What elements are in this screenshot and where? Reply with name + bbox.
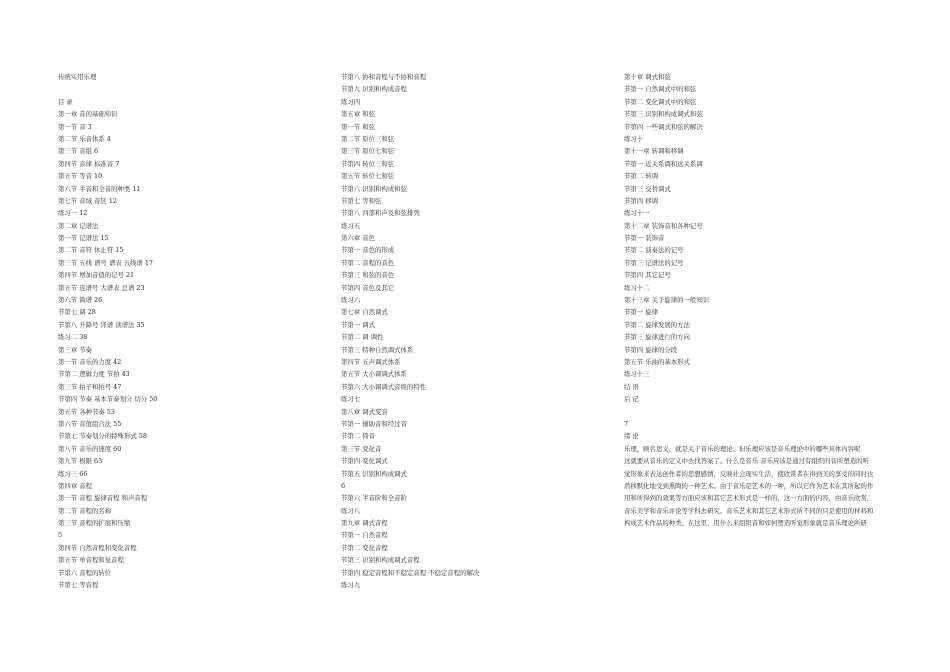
text-line: 第六章 音色: [341, 234, 375, 243]
toc-column-2: [341, 71, 606, 591]
text-line: 节第六 识别和构成和弦: [341, 184, 407, 193]
text-line: 节第四 其它记号: [624, 271, 671, 280]
text-line: 构成艺术作品的种类。在这里，用什么来组织音和如何塑造听觉形象就是音乐理论所研: [624, 519, 867, 528]
text-line: 练习十二: [624, 283, 650, 292]
text-line: 节第四 移调: [624, 196, 658, 205]
text-line: 节第四 一些调式和弦的解决: [624, 122, 703, 131]
text-line: 第一节 和弦: [341, 122, 375, 131]
text-line: 第九节 极限 63: [58, 457, 103, 466]
text-line: 第四章 音程: [58, 481, 92, 490]
text-line: 节第六 音程的转位: [58, 568, 112, 577]
text-line: 节第八 协和音程与不协和音程: [341, 73, 427, 81]
text-line: 7: [624, 419, 629, 428]
text-line: 节第二 变化调式中的和弦: [624, 97, 697, 106]
text-line: 节第二 变化音程: [341, 543, 388, 552]
text-line: 第二节 音符 休止符 15: [58, 246, 124, 255]
text-line: 节第三 旋律进行的方向: [624, 333, 690, 342]
text-line: 第七节 音域 音区 12: [58, 196, 117, 205]
text-line: 练习十三: [624, 370, 650, 379]
text-line: 第三节 原位七和弦: [341, 147, 395, 156]
text-line: 结 语: [624, 382, 639, 391]
text-line: 练习一 12: [58, 209, 88, 218]
text-line: 节第一 音色的形成: [341, 246, 395, 255]
text-line: 练习三 66: [58, 469, 88, 478]
text-line: 节第三 记谱法的记号: [624, 258, 684, 267]
text-line: 第一节 音 3: [58, 122, 92, 131]
text-line: 绪 论: [624, 432, 639, 441]
text-line: 节第七 节奏划分的特殊形式 58: [58, 432, 147, 441]
text-line: 节第六 大小调调式音级的特性: [341, 382, 427, 391]
text-line: 节第二 转调: [624, 172, 658, 181]
text-line: 节第一 装饰音: [624, 234, 665, 243]
text-line: 第五节 等音 10: [58, 172, 103, 181]
text-line: 节第一 自然调式中的和弦: [624, 85, 697, 94]
text-line: 节第四 音色及其它: [341, 283, 395, 292]
text-line: 节第一 旋律: [624, 308, 658, 317]
text-line: 练习四: [341, 97, 361, 106]
text-line: 第十三章 关于旋律的一般知识: [624, 296, 710, 305]
text-line: 节第六 半音阶和全音阶: [341, 494, 407, 503]
text-line: 第三章 节奏: [58, 345, 92, 354]
text-line: 第八节 音乐的速度 60: [58, 444, 122, 453]
text-line: 第八章 调式变音: [341, 407, 388, 416]
toc-column-3: [624, 71, 904, 529]
text-line: 第五章 和弦: [341, 110, 375, 119]
text-line: 练习九: [341, 581, 361, 590]
text-line: 第一章 音的基础知识: [58, 110, 118, 119]
text-line: 节第八 四部和声及和弦排列: [341, 209, 420, 218]
text-line: 5: [58, 531, 63, 540]
text-line: 第十一章 转调和移调: [624, 147, 684, 156]
text-line: 练习二 38: [58, 333, 88, 342]
text-line: 节第一 辅助音和经过音: [341, 419, 407, 428]
text-line: 练习六: [341, 296, 361, 305]
text-line: 第二节 乐音体系 4: [58, 134, 111, 143]
text-line: 节第七 等音程: [58, 581, 99, 590]
text-line: 节第二 倚音: [341, 432, 375, 441]
text-line: 练习十一: [624, 209, 650, 218]
text-line: 节第四 稳定音程和不稳定音程 不稳定音程的解决: [341, 568, 480, 577]
text-line: 第一节 音程 旋律音程 和声音程: [58, 494, 148, 503]
text-line: 第五节 连谱号 大谱表 总谱 23: [58, 283, 145, 292]
text-line: 节第四 旋律的分段: [624, 345, 678, 354]
text-line: 这就要从音乐的定义中去找答案了。什么是音乐 音乐应该是通过有组织的音所塑造的听: [624, 457, 869, 466]
text-line: 练习十: [624, 134, 644, 143]
text-line: 第四节 五声调式体系: [341, 357, 401, 366]
text-line: 第五节 乐曲的基本形式: [624, 357, 690, 366]
text-line: 第一节 记谱法 15: [58, 234, 109, 243]
text-line: 节第一 调式: [341, 320, 375, 329]
text-line: 第六节 简谱 26: [58, 296, 103, 305]
text-line: 节第七 调 28: [58, 308, 96, 317]
text-line: 练习七: [341, 395, 361, 404]
text-line: 节第四 转位三和弦: [341, 159, 395, 168]
text-line: 节第二 调 调性: [341, 333, 384, 342]
text-line: 6: [341, 481, 346, 490]
text-line: 第七章 自然调式: [341, 308, 388, 317]
text-line: 第三节 拍子和拍号 47: [58, 382, 122, 391]
text-line: 用和所得到的效果等方面应该和其它艺术形式是一样的，这一方面的内容，由音乐欣赏，: [624, 494, 874, 503]
text-line: 第六节 音值组合法 55: [58, 419, 122, 428]
text-line: 节第二 演奏法的记号: [624, 246, 684, 255]
text-line: 节第三 特种自然调式体系: [341, 345, 414, 354]
text-line: 节第七 等和弦: [341, 196, 382, 205]
text-line: 第四节 增加音值的记号 21: [58, 271, 135, 280]
text-line: 乐理，顾名思义，就是关于音乐的理论。但乐理应该是音乐理论中的哪些具体内容呢: [624, 444, 861, 453]
text-line: 节第五 识别和构成调式: [341, 469, 407, 478]
text-line: 节第九 识别和构成音程: [341, 85, 407, 94]
text-line: [624, 406, 904, 418]
text-line: 第五节 大小调调式体系: [341, 370, 407, 379]
text-line: 第五节 转位七和弦: [341, 172, 395, 181]
text-line: 节第一 自然音程: [341, 531, 388, 540]
text-line: 第四节 音律 标准音 7: [58, 159, 120, 168]
text-line: 音乐美学和音乐评论等学科去研究。音乐艺术和其它艺术形式所不同的只是使用的材料和: [624, 506, 874, 515]
text-line: 第九章 调式音程: [341, 519, 388, 528]
text-line: [58, 83, 323, 95]
text-line: 第四节 自然音程和变化音程: [58, 543, 137, 552]
text-line: 第一节 音乐的力度 42: [58, 357, 122, 366]
text-line: 节第二 旋律发展的方法: [624, 320, 690, 329]
text-line: 第二节 音程的名称: [58, 506, 112, 515]
text-line: 第三节 变化音: [341, 444, 382, 453]
text-line: 节第三 和弦的音色: [341, 271, 395, 280]
text-line: 第五节 单音程和复音程: [58, 556, 124, 565]
text-line: 第二章 记谱法: [58, 221, 99, 230]
text-line: 节第二 音程的音色: [341, 258, 395, 267]
text-line: 练习八: [341, 506, 361, 515]
text-line: 节第三 交替调式: [624, 184, 671, 193]
text-line: 节第二 逻辑力度 节拍 43: [58, 370, 130, 379]
text-line: 传统实用乐理: [58, 73, 97, 81]
text-line: 后 记: [624, 395, 639, 404]
text-line: 节第三 识别和构成调式和弦: [624, 110, 703, 119]
text-line: 觉形象来表达创作者的思想感情，反映社会现实生活，使欣赏者在得到美的享受的同时也: [624, 469, 874, 478]
text-line: 第三节 音组 6: [58, 147, 99, 156]
text-line: 第三节 五线 谱号 谱表 五线谱 17: [58, 258, 153, 267]
text-line: 第六节 半音和全音的种类 11: [58, 184, 141, 193]
text-line: 第五节 各种节奏 53: [58, 407, 115, 416]
text-line: 节第三 识别和构成调式音程: [341, 556, 420, 565]
text-line: 练习五: [341, 221, 361, 230]
toc-column-1: [58, 71, 323, 591]
text-line: 第二节 原位三和弦: [341, 134, 395, 143]
text-line: 节第四 节奏 基本节奏划分 切分 50: [58, 395, 158, 404]
text-line: 潜移默化地受到熏陶的一种艺术。由于音乐是艺术的一种，所以它作为艺术在其所起的作: [624, 481, 874, 490]
text-line: 节第四 变化调式: [341, 457, 388, 466]
text-line: 节第八 升降号 译谱 读谱法 35: [58, 320, 145, 329]
text-line: 目 录: [58, 97, 73, 106]
text-line: 节第一 近关系调和远关系调: [624, 159, 703, 168]
text-line: 第十章 调式和弦: [624, 73, 671, 81]
text-line: 第十二章 装饰音和各种记号: [624, 221, 703, 230]
text-line: 第三节 音程的扩展和压缩: [58, 519, 131, 528]
